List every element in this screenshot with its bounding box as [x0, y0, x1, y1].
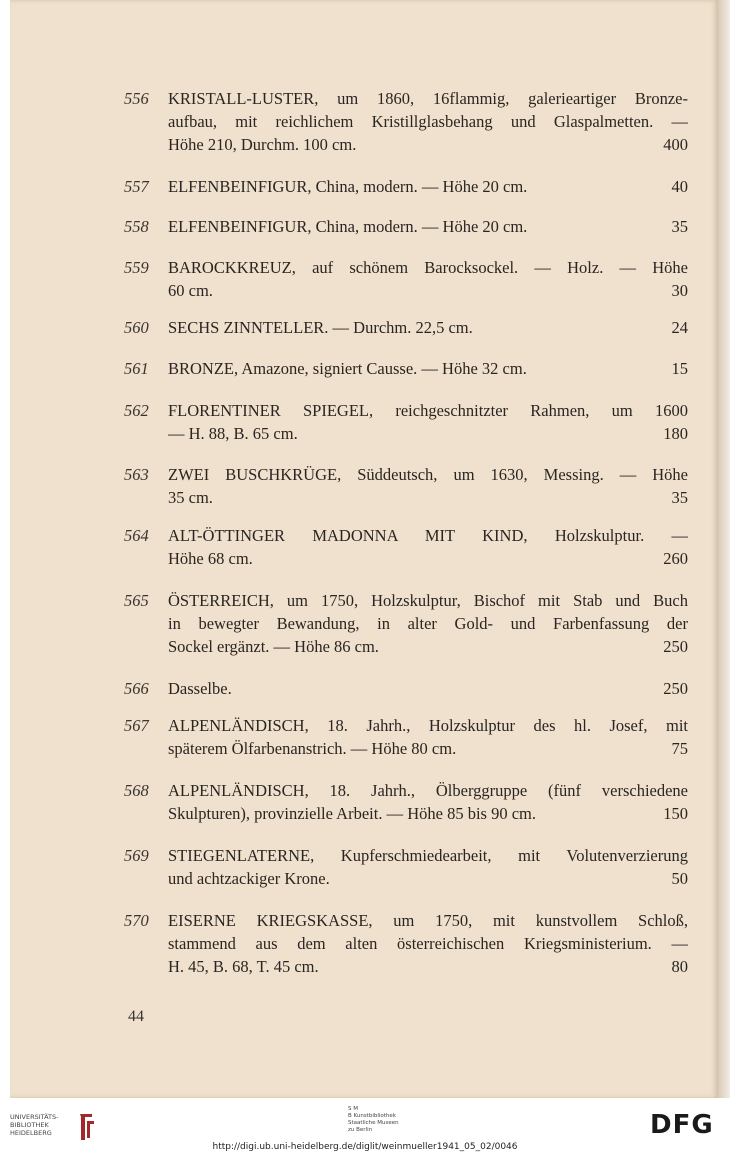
entry-line [124, 110, 688, 133]
entry-line [124, 867, 688, 890]
digitization-url-link[interactable]: http://digi.ub.uni-heidelberg.de/diglit/weinmueller1941_05_02/0046 [212, 1142, 518, 1152]
price: 30 [671, 281, 688, 300]
entry-line [124, 279, 688, 302]
entry-text: Höhe 68 cm. [168, 549, 253, 568]
catalog-entry [124, 357, 688, 380]
entry-line [124, 422, 688, 445]
entry-line [124, 714, 688, 737]
museum-logo-line: Staatliche Museen [348, 1120, 399, 1126]
catalog-entry [124, 463, 688, 509]
entry-line [124, 486, 688, 509]
university-library-logo [10, 1112, 100, 1142]
catalog-entry [124, 87, 688, 156]
entry-text: — H. 88, B. 65 cm. [168, 424, 298, 443]
lot-number: 563 [124, 465, 149, 484]
entry-text: ZWEI BUSCHKRÜGE, Süddeutsch, um 1630, Messing. — Höhe [168, 465, 688, 484]
entry-line [124, 844, 688, 867]
entry-line [124, 802, 688, 825]
page-number: 44 [128, 1008, 144, 1025]
entry-text: SECHS ZINNTELLER. — Durchm. 22,5 cm. [168, 318, 473, 337]
price: 50 [671, 869, 688, 888]
price: 80 [671, 957, 688, 976]
price: 250 [663, 679, 688, 698]
lot-number: 564 [124, 526, 149, 545]
entry-text: STIEGENLATERNE, Kupferschmiedearbeit, mit Volutenverzierung [168, 846, 688, 865]
price: 260 [663, 549, 688, 568]
lot-number: 562 [124, 401, 149, 420]
price: 15 [671, 359, 688, 378]
dfg-logo: DFG [650, 1110, 714, 1140]
entry-line [124, 779, 688, 802]
entry-line [124, 524, 688, 547]
catalog-entry [124, 779, 688, 825]
price: 400 [663, 135, 688, 154]
entry-line [124, 737, 688, 760]
entry-text: 60 cm. [168, 281, 213, 300]
university-seal-icon [76, 1112, 96, 1142]
entry-line [124, 175, 688, 198]
museum-logo [342, 1106, 412, 1144]
university-logo-line: BIBLIOTHEK [10, 1121, 49, 1129]
lot-number: 569 [124, 846, 149, 865]
museum-logo-line: zu Berlin [348, 1127, 373, 1133]
lot-number: 556 [124, 89, 149, 108]
entry-text: ALPENLÄNDISCH, 18. Jahrh., Ölberggruppe (fünf verschiedene [168, 781, 688, 800]
entry-text: BAROCKKREUZ, auf schönem Barocksockel. — Holz. — Höhe [168, 258, 688, 277]
catalog-entry [124, 909, 688, 978]
lot-number: 557 [124, 177, 149, 196]
lot-number: 560 [124, 318, 149, 337]
entry-text: und achtzackiger Krone. [168, 869, 330, 888]
footer-bar [0, 1098, 730, 1155]
catalog-entry [124, 677, 688, 700]
price: 150 [663, 804, 688, 823]
lot-number: 566 [124, 679, 149, 698]
museum-logo-line: S M [348, 1106, 358, 1112]
catalog-entry [124, 215, 688, 238]
entry-text: ALPENLÄNDISCH, 18. Jahrh., Holzskulptur des hl. Josef, mit [168, 716, 688, 735]
entry-text: KRISTALL-LUSTER, um 1860, 16flammig, galerieartiger Bronze- [168, 89, 688, 108]
entry-line [124, 399, 688, 422]
entry-text: FLORENTINER SPIEGEL, reichgeschnitzter Rahmen, um 1600 [168, 401, 688, 420]
entry-text: ÖSTERREICH, um 1750, Holzskulptur, Bischof mit Stab und Buch [168, 591, 688, 610]
university-logo-line: HEIDELBERG [10, 1129, 52, 1137]
entry-line [124, 932, 688, 955]
price: 250 [663, 637, 688, 656]
price: 24 [671, 318, 688, 337]
catalog-entry [124, 714, 688, 760]
lot-number: 559 [124, 258, 149, 277]
entry-text: Dasselbe. [168, 679, 232, 698]
entry-line [124, 955, 688, 978]
lot-number: 568 [124, 781, 149, 800]
price: 75 [671, 739, 688, 758]
entry-text: Skulpturen), provinzielle Arbeit. — Höhe 85 bis 90 cm. [168, 804, 536, 823]
entry-text: ELFENBEINFIGUR, China, modern. — Höhe 20 cm. [168, 217, 528, 236]
entry-line [124, 463, 688, 486]
catalog-entry [124, 589, 688, 658]
entry-line [124, 316, 688, 339]
entry-line [124, 677, 688, 700]
catalog-entry [124, 316, 688, 339]
lot-number: 570 [124, 911, 149, 930]
entry-text: H. 45, B. 68, T. 45 cm. [168, 957, 319, 976]
price: 35 [671, 217, 688, 236]
page-edge [718, 0, 730, 1098]
entry-text: ALT-ÖTTINGER MADONNA MIT KIND, Holzskulptur. — [168, 526, 688, 545]
entry-text: aufbau, mit reichlichem Kristillglasbehang und Glaspalmetten. — [168, 112, 688, 131]
entry-text: BRONZE, Amazone, signiert Causse. — Höhe 32 cm. [168, 359, 527, 378]
lot-number: 565 [124, 591, 149, 610]
university-logo-line: UNIVERSITÄTS- [10, 1113, 59, 1121]
museum-logo-line: B Kunstbibliothek [348, 1113, 396, 1119]
lot-number: 561 [124, 359, 149, 378]
entry-line [124, 589, 688, 612]
lot-number: 567 [124, 716, 149, 735]
entry-line [124, 133, 688, 156]
price: 40 [671, 177, 688, 196]
catalog-entry [124, 256, 688, 302]
entry-text: späterem Ölfarbenanstrich. — Höhe 80 cm. [168, 739, 457, 758]
entry-line [124, 87, 688, 110]
lot-number: 558 [124, 217, 149, 236]
entry-line [124, 215, 688, 238]
price: 35 [671, 488, 688, 507]
entry-line [124, 547, 688, 570]
catalog-entry [124, 524, 688, 570]
entry-text: stammend aus dem alten österreichischen Kriegsministerium. — [168, 934, 688, 953]
entry-line [124, 635, 688, 658]
entry-line [124, 909, 688, 932]
entry-text: in bewegter Bewandung, in alter Gold- und Farbenfassung der [168, 614, 688, 633]
entry-line [124, 256, 688, 279]
entry-line [124, 612, 688, 635]
entry-text: Höhe 210, Durchm. 100 cm. [168, 135, 357, 154]
entry-text: Sockel ergänzt. — Höhe 86 cm. [168, 637, 379, 656]
catalog-entry [124, 175, 688, 198]
price: 180 [663, 424, 688, 443]
entry-text: EISERNE KRIEGSKASSE, um 1750, mit kunstvollem Schloß, [168, 911, 688, 930]
catalog-entry [124, 399, 688, 445]
catalog-entry [124, 844, 688, 890]
entry-text: ELFENBEINFIGUR, China, modern. — Höhe 20 cm. [168, 177, 528, 196]
entry-text: 35 cm. [168, 488, 213, 507]
entry-line [124, 357, 688, 380]
